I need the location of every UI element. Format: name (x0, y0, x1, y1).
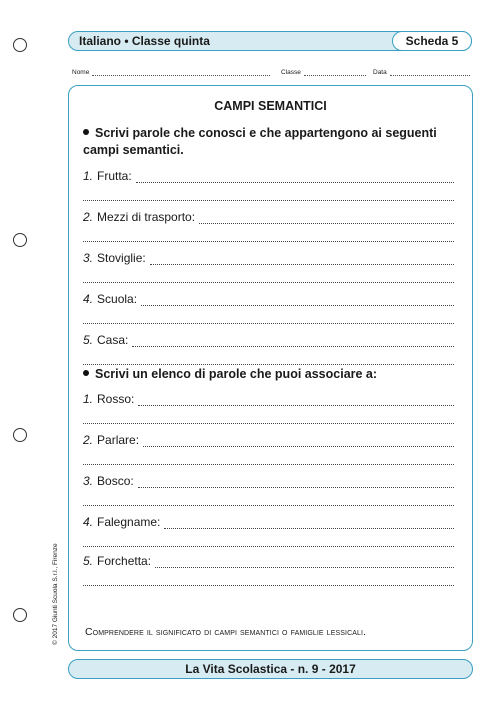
nome-field[interactable] (72, 68, 270, 76)
answer-line[interactable] (138, 476, 454, 488)
question-rosso[interactable] (83, 390, 454, 434)
answer-line[interactable] (83, 492, 454, 506)
question-number: 4. (83, 515, 94, 529)
question-parlare[interactable] (83, 431, 454, 475)
header-title: Italiano • Classe quinta (79, 34, 210, 48)
answer-line[interactable] (83, 228, 454, 242)
binder-hole-lower-middle (13, 428, 27, 442)
instruction-1-text: Scrivi parole che conosci e che appartengono ai seguenti campi semantici. (83, 126, 437, 157)
instruction-2-text: Scrivi un elenco di parole che puoi associare a: (95, 367, 378, 381)
nome-label: Nome (72, 69, 90, 76)
header-bar (68, 31, 472, 51)
question-label: Rosso: (97, 392, 135, 406)
answer-line[interactable] (132, 335, 454, 347)
answer-line[interactable] (155, 556, 454, 568)
bullet-icon (83, 129, 89, 135)
answer-line[interactable] (83, 187, 454, 201)
question-number: 2. (83, 433, 94, 447)
scheda-label: Scheda 5 (405, 33, 459, 48)
question-number: 2. (83, 210, 94, 224)
classe-dots (304, 68, 366, 76)
question-mezzi-di-trasporto[interactable] (83, 208, 454, 252)
question-number: 3. (83, 251, 94, 265)
classe-field[interactable] (281, 68, 366, 76)
data-dots (390, 68, 470, 76)
question-number: 1. (83, 169, 94, 183)
binder-hole-top (13, 38, 27, 52)
footer-text: La Vita Scolastica - n. 9 - 2017 (185, 662, 356, 676)
answer-line[interactable] (83, 533, 454, 547)
scheda-badge (392, 31, 472, 51)
question-scuola[interactable] (83, 290, 454, 334)
binder-hole-bottom (13, 608, 27, 622)
answer-line[interactable] (141, 294, 454, 306)
question-label: Parlare: (97, 433, 140, 447)
question-stoviglie[interactable] (83, 249, 454, 293)
footer-bar (68, 659, 473, 679)
question-label: Falegname: (97, 515, 161, 529)
question-label: Bosco: (97, 474, 134, 488)
answer-line[interactable] (83, 410, 454, 424)
question-label: Mezzi di trasporto: (97, 210, 196, 224)
answer-line[interactable] (136, 171, 454, 183)
data-label: Data (373, 69, 387, 76)
answer-line[interactable] (83, 269, 454, 283)
copyright-text: © 2017 Giunti Scuola S.r.l., Firenze (52, 543, 59, 645)
binder-hole-upper-middle (13, 233, 27, 247)
question-forchetta[interactable] (83, 552, 454, 596)
question-number: 1. (83, 392, 94, 406)
question-number: 5. (83, 554, 94, 568)
answer-line[interactable] (143, 435, 454, 447)
answer-line[interactable] (83, 572, 454, 586)
question-label: Stoviglie: (97, 251, 146, 265)
answer-line[interactable] (199, 212, 454, 224)
question-number: 5. (83, 333, 94, 347)
question-label: Scuola: (97, 292, 138, 306)
answer-line[interactable] (83, 351, 454, 365)
bullet-icon (83, 370, 89, 376)
question-falegname[interactable] (83, 513, 454, 557)
question-bosco[interactable] (83, 472, 454, 516)
question-frutta[interactable] (83, 167, 454, 211)
answer-line[interactable] (138, 394, 454, 406)
nome-dots (92, 68, 270, 76)
instruction-2 (83, 366, 460, 383)
answer-line[interactable] (83, 310, 454, 324)
worksheet-title: CAMPI SEMANTICI (214, 99, 327, 113)
question-label: Forchetta: (97, 554, 152, 568)
worksheet-frame (68, 85, 473, 651)
answer-line[interactable] (83, 451, 454, 465)
answer-line[interactable] (150, 253, 454, 265)
instruction-1 (83, 125, 460, 159)
classe-label: Classe (281, 69, 301, 76)
answer-line[interactable] (164, 517, 454, 529)
question-label: Casa: (97, 333, 129, 347)
question-label: Frutta: (97, 169, 132, 183)
question-number: 4. (83, 292, 94, 306)
question-number: 3. (83, 474, 94, 488)
learning-objective: Comprendere il significato di campi semantici o famiglie lessicali. (85, 626, 367, 638)
data-field[interactable] (373, 68, 470, 76)
